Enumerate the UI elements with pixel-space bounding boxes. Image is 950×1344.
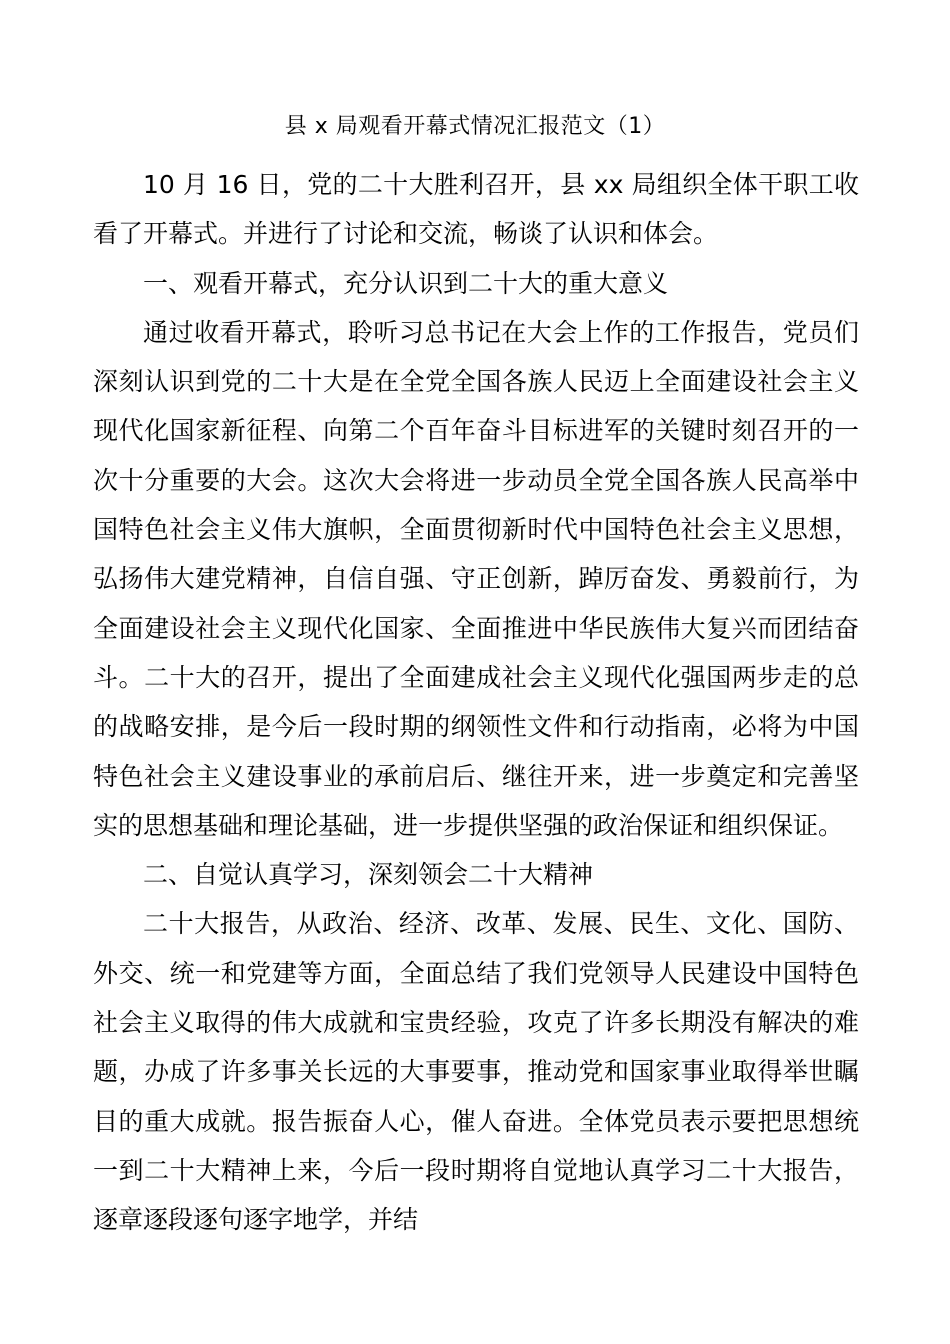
paragraph-section-2: 二十大报告，从政治、经济、改革、发展、民生、文化、国防、外交、统一和党建等方面，全面总结了我们党领导人民建设中国特色社会主义取得的伟大成就和宝贵经验，攻克了许多长期没有解决的难题，办成了许多事关长远的大事要事，推动党和国家事业取得举世瞩目的重大成就。报告振奋人心，催人奋进。全体党员表示要把思想统一到二十大精神上来，今后一段时期将自觉地认真学习二十大报告，逐章逐段逐句逐字地学，并结 <box>93 909 859 1235</box>
section-heading-1: 一、观看开幕式，充分认识到二十大的重大意义 <box>143 268 669 298</box>
document-title: 县 x 局观看开幕式情况汇报范文（1） <box>284 114 666 139</box>
document-body <box>93 160 859 1245</box>
paragraph-section-1: 通过收看开幕式，聆听习总书记在大会上作的工作报告，党员们深刻认识到党的二十大是在全党全国各族人民迈上全面建设社会主义现代化国家新征程、向第二个百年奋斗目标进军的关键时刻召开的一次十分重要的大会。这次大会将进一步动员全党全国各族人民高举中国特色社会主义伟大旗帜，全面贯彻新时代中国特色社会主义思想，弘扬伟大建党精神，自信自强、守正创新，踔厉奋发、勇毅前行，为全面建设社会主义现代化国家、全面推进中华民族伟大复兴而团结奋斗。二十大的召开，提出了全面建成社会主义现代化强国两步走的总的战略安排，是今后一段时期的纲领性文件和行动指南，必将为中国特色社会主义建设事业的承前启后、继往开来，进一步奠定和完善坚实的思想基础和理论基础，进一步提供坚强的政治保证和组织保证。 <box>93 317 859 840</box>
section-heading-2: 二、自觉认真学习，深刻领会二十大精神 <box>143 860 594 890</box>
paragraph-intro: 10 月 16 日，党的二十大胜利召开，县 xx 局组织全体干职工收看了开幕式。并进行了讨论和交流，畅谈了认识和体会。 <box>93 170 859 249</box>
